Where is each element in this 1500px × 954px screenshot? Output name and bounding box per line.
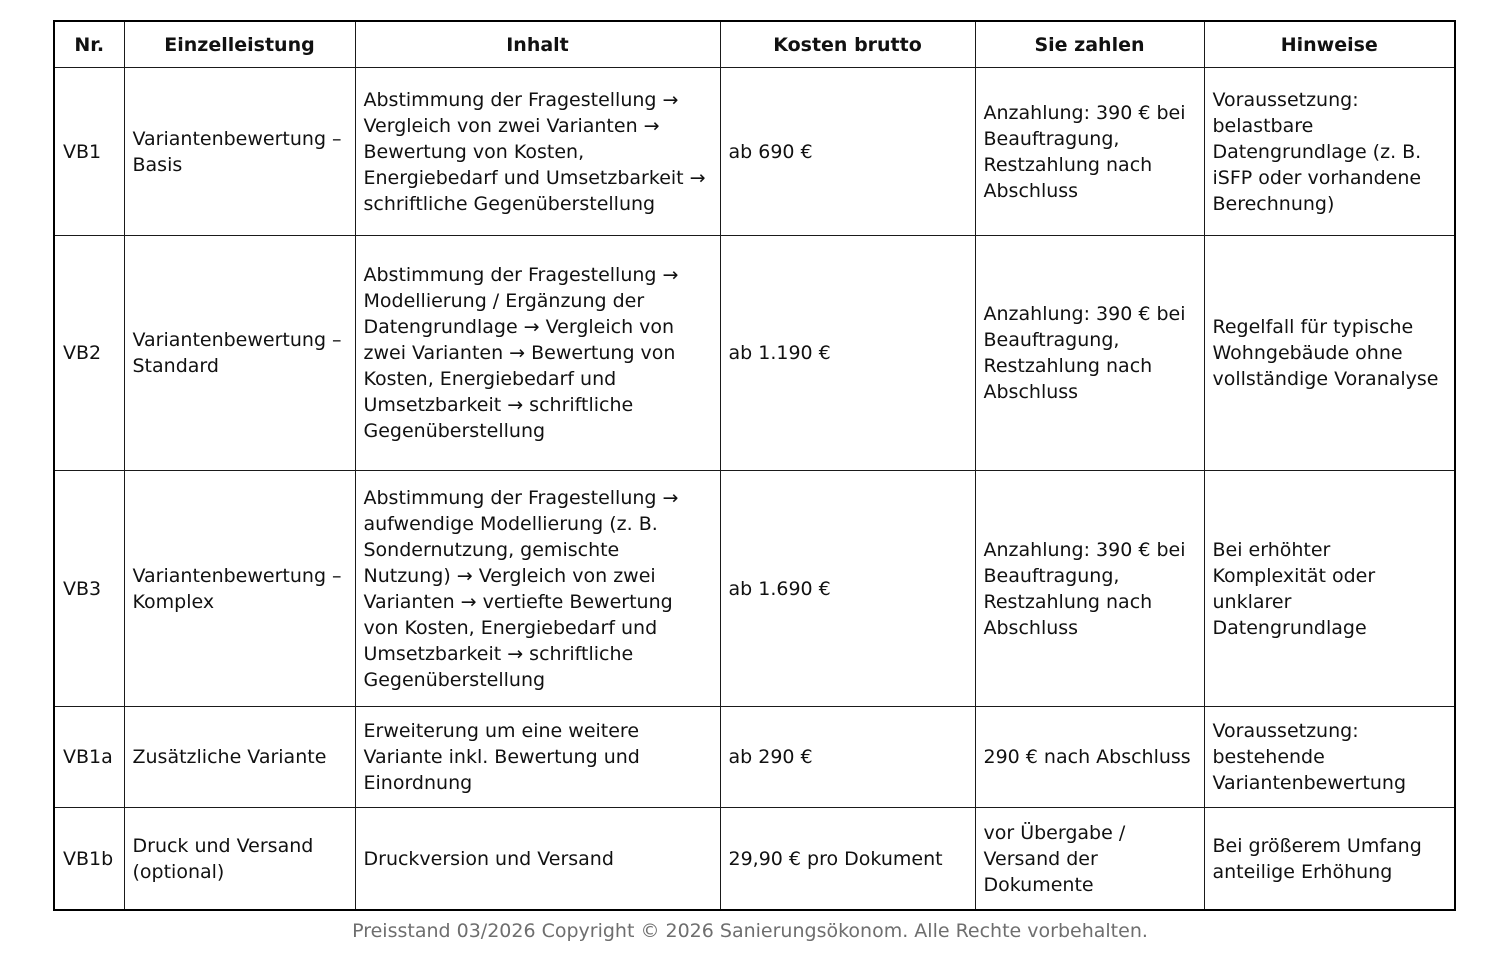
header-sie-zahlen: Sie zahlen: [975, 21, 1204, 68]
table-header-row: [54, 21, 1455, 68]
header-kosten-brutto: Kosten brutto: [720, 21, 975, 68]
cell-hinweise: Bei größerem Umfang anteilige Erhöhung: [1204, 808, 1455, 911]
cell-einzelleistung: Druck und Versand (optional): [124, 808, 355, 911]
price-table: [53, 20, 1456, 911]
cell-inhalt: Abstimmung der Fragestellung → Vergleich von zwei Varianten → Bewertung von Kosten, Energiebedarf und Umsetzbarkeit → schriftliche Gegenüberstellung: [355, 68, 720, 236]
cell-einzelleistung: Variantenbewertung – Standard: [124, 236, 355, 471]
cell-kosten: ab 1.690 €: [720, 471, 975, 707]
header-nr: Nr.: [54, 21, 124, 68]
cell-nr: VB1b: [54, 808, 124, 911]
cell-inhalt: Abstimmung der Fragestellung → Modellierung / Ergänzung der Datengrundlage → Vergleich von zwei Varianten → Bewertung von Kosten, Energiebedarf und Umsetzbarkeit → schriftliche Gegenüberstellung: [355, 236, 720, 471]
cell-sie-zahlen: Anzahlung: 390 € bei Beauftragung, Restzahlung nach Abschluss: [975, 471, 1204, 707]
cell-hinweise: Voraussetzung: bestehende Variantenbewertung: [1204, 707, 1455, 808]
cell-sie-zahlen: Anzahlung: 390 € bei Beauftragung, Restzahlung nach Abschluss: [975, 236, 1204, 471]
cell-nr: VB2: [54, 236, 124, 471]
cell-nr: VB3: [54, 471, 124, 707]
cell-kosten: ab 290 €: [720, 707, 975, 808]
cell-einzelleistung: Variantenbewertung – Basis: [124, 68, 355, 236]
header-inhalt: Inhalt: [355, 21, 720, 68]
cell-einzelleistung: Zusätzliche Variante: [124, 707, 355, 808]
cell-inhalt: Druckversion und Versand: [355, 808, 720, 911]
cell-sie-zahlen: Anzahlung: 390 € bei Beauftragung, Restzahlung nach Abschluss: [975, 68, 1204, 236]
copyright-footer: Preisstand 03/2026 Copyright © 2026 Sanierungsökonom. Alle Rechte vorbehalten.: [352, 920, 1148, 942]
cell-nr: VB1: [54, 68, 124, 236]
cell-hinweise: Voraussetzung: belastbare Datengrundlage (z. B. iSFP oder vorhandene Berechnung): [1204, 68, 1455, 236]
cell-einzelleistung: Variantenbewertung – Komplex: [124, 471, 355, 707]
cell-sie-zahlen: vor Übergabe / Versand der Dokumente: [975, 808, 1204, 911]
cell-inhalt: Abstimmung der Fragestellung → aufwendige Modellierung (z. B. Sondernutzung, gemischte Nutzung) → Vergleich von zwei Varianten → vertiefte Bewertung von Kosten, Energiebedarf und Umsetzbarkeit → schriftliche Gegenüberstellung: [355, 471, 720, 707]
cell-kosten: 29,90 € pro Dokument: [720, 808, 975, 911]
cell-sie-zahlen: 290 € nach Abschluss: [975, 707, 1204, 808]
cell-kosten: ab 690 €: [720, 68, 975, 236]
cell-kosten: ab 1.190 €: [720, 236, 975, 471]
cell-inhalt: Erweiterung um eine weitere Variante inkl. Bewertung und Einordnung: [355, 707, 720, 808]
table-row: [54, 471, 1455, 707]
table-row: [54, 707, 1455, 808]
cell-nr: VB1a: [54, 707, 124, 808]
table-row: [54, 236, 1455, 471]
table-row: [54, 808, 1455, 911]
table-row: [54, 68, 1455, 236]
header-hinweise: Hinweise: [1204, 21, 1455, 68]
header-einzelleistung: Einzelleistung: [124, 21, 355, 68]
cell-hinweise: Regelfall für typische Wohngebäude ohne vollständige Voranalyse: [1204, 236, 1455, 471]
cell-hinweise: Bei erhöhter Komplexität oder unklarer Datengrundlage: [1204, 471, 1455, 707]
